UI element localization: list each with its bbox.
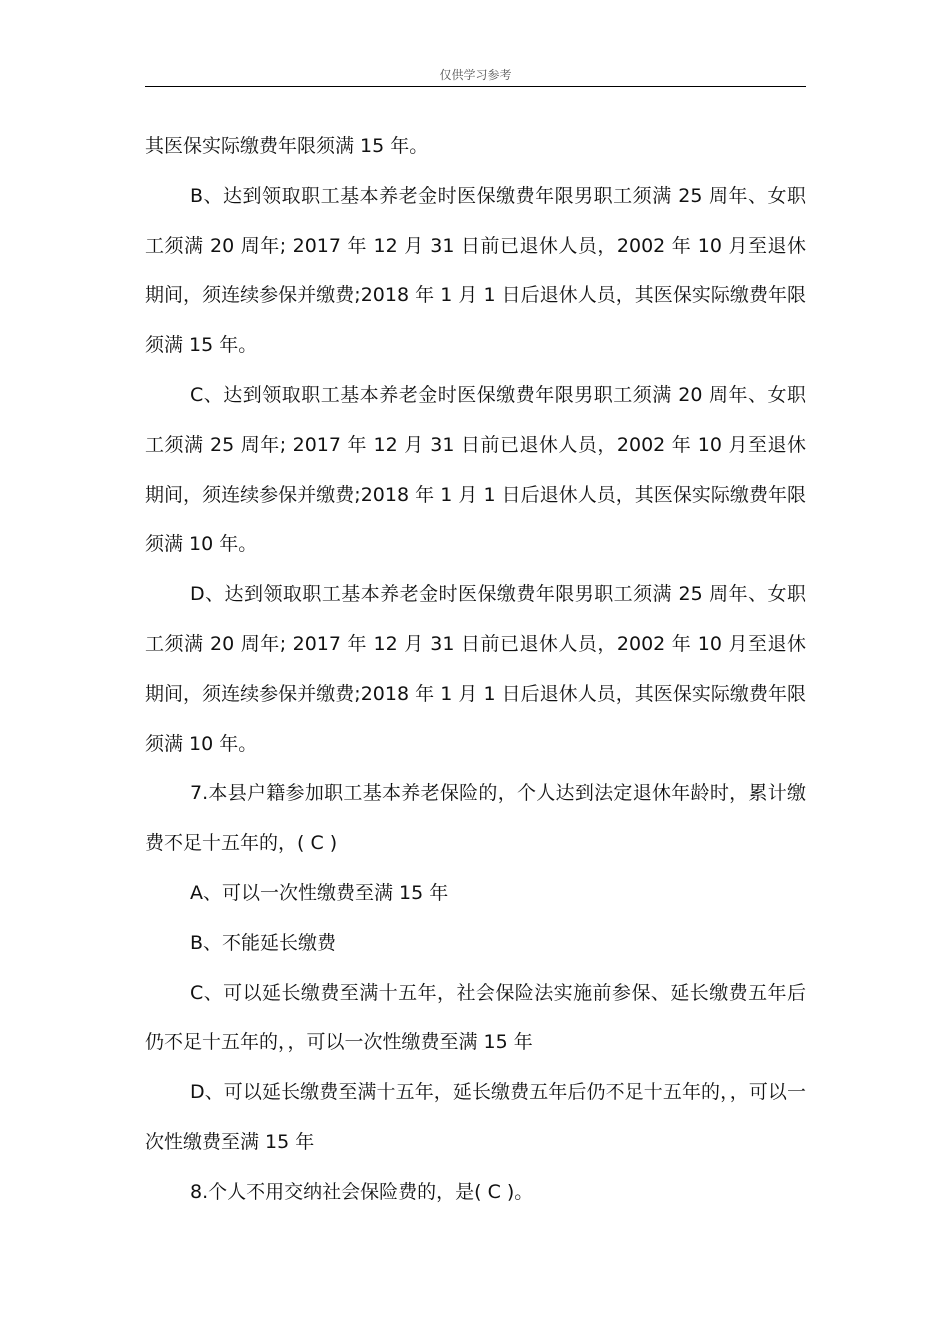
header-text: 仅供学习参考	[439, 68, 512, 82]
paragraph-continuation: 其医保实际缴费年限须满 15 年。	[145, 135, 429, 157]
option-b-q7: B、不能延长缴费	[190, 931, 337, 954]
option-b-q6: B、达到领取职工基本养老金时医保缴费年限男职工须满 25 周年、女职工须满 20 周年; 2017 年 12 月 31 日前已退休人员，2002 年 10 月至退休期间，须连续参保并缴费;2018 年 1 月 1 日后退休人员，其医保实际缴费年限须满 15 年。	[145, 184, 806, 357]
option-d-q6: D、达到领取职工基本养老金时医保缴费年限男职工须满 25 周年、女职工须满 20 周年; 2017 年 12 月 31 日前已退休人员，2002 年 10 月至退休期间，须连续参保并缴费;2018 年 1 月 1 日后退休人员，其医保实际缴费年限须满 10 年。	[145, 583, 806, 755]
option-c-q6: C、达到领取职工基本养老金时医保缴费年限男职工须满 20 周年、女职工须满 25 周年; 2017 年 12 月 31 日前已退休人员，2002 年 10 月至退休期间，须连续参保并缴费;2018 年 1 月 1 日后退休人员，其医保实际缴费年限须满 10 年。	[145, 383, 806, 556]
option-d-q7: D、可以延长缴费至满十五年，延长缴费五年后仍不足十五年的，，可以一次性缴费至满 15 年	[145, 1081, 806, 1153]
document-body	[145, 122, 806, 1218]
option-c-q7: C、可以延长缴费至满十五年，社会保险法实施前参保、延长缴费五年后仍不足十五年的，，可以一次性缴费至满 15 年	[145, 981, 806, 1054]
question-7: 7.本县户籍参加职工基本养老保险的，个人达到法定退休年龄时，累计缴费不足十五年的，( C )	[145, 782, 806, 855]
page-header	[145, 64, 806, 87]
question-8: 8.个人不用交纳社会保险费的，是( C )。	[190, 1180, 534, 1203]
option-a-q7: A、可以一次性缴费至满 15 年	[190, 881, 449, 904]
